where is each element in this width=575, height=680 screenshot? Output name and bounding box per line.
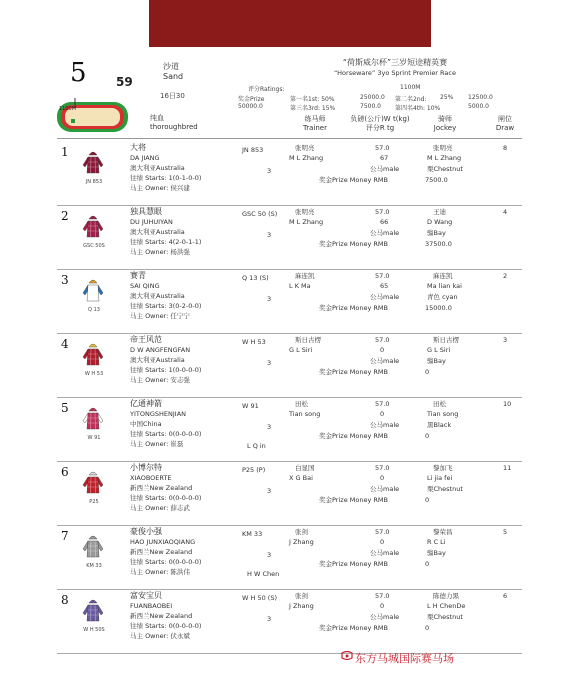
carried-weight: 57.0 bbox=[375, 272, 390, 280]
horse-color: 栗Chestnut bbox=[427, 165, 463, 173]
horse-origin: 澳大利亚Australia bbox=[130, 164, 185, 172]
silks-code: KM 33 bbox=[86, 563, 102, 569]
header-banner bbox=[149, 0, 431, 47]
horse-brand: KM 33 bbox=[242, 530, 263, 538]
horse-age: 3 bbox=[267, 615, 272, 623]
rating: 0 bbox=[380, 538, 385, 546]
horse-sex: 公马male bbox=[370, 613, 400, 621]
horse-owner: 马主 Owner: 陈洪伟 bbox=[130, 568, 190, 576]
horse-owner: 马主 Owner: 任宁宁 bbox=[130, 312, 190, 320]
horse-owner: 马主 Owner: 侯兴建 bbox=[130, 184, 190, 192]
horse-number: 6 bbox=[61, 465, 69, 479]
trainer-cn: 麻连凯 bbox=[295, 272, 315, 280]
horse-name-en: DA JIANG bbox=[130, 154, 160, 162]
jockey-cn: 张明亮 bbox=[433, 144, 453, 152]
trainer-cn: 白显国 bbox=[295, 464, 315, 472]
prize-amount: 7500.0 bbox=[425, 176, 448, 184]
horse-starts: 往绩 Starts: 1(0-1-0-0) bbox=[130, 174, 202, 182]
horse-origin: 澳大利亚Australia bbox=[130, 356, 185, 364]
rating: 65 bbox=[380, 282, 389, 290]
rating: 66 bbox=[380, 218, 389, 226]
jockey-cn: 黎荣昌 bbox=[433, 528, 453, 536]
horse-name-cn: 小博尔特 bbox=[130, 463, 162, 472]
horse-origin: 新西兰New Zealand bbox=[130, 484, 193, 492]
horse-owner: 马主 Owner: 薛志武 bbox=[130, 504, 190, 512]
jockey-cn: 陈德力黑 bbox=[433, 592, 459, 600]
horse-brand: GSC 50 (S) bbox=[242, 210, 278, 218]
horse-age: 3 bbox=[267, 423, 272, 431]
race-title bbox=[280, 57, 510, 79]
entry-row bbox=[57, 397, 522, 462]
horse-owner: 马主 Owner: 安志强 bbox=[130, 376, 190, 384]
jockey-cn: 王迪 bbox=[433, 208, 446, 216]
trainer-en: M L Zhang bbox=[289, 154, 324, 162]
col-trainer bbox=[290, 115, 340, 133]
carried-weight: 57.0 bbox=[375, 400, 390, 408]
prize-label: 奖金Prize Money RMB bbox=[319, 624, 388, 632]
horse-sex: 公马male bbox=[370, 357, 400, 365]
jockey-en: Li jia fei bbox=[427, 474, 453, 482]
jockey-silks-icon bbox=[81, 533, 105, 559]
prize-amount: 0 bbox=[425, 432, 430, 440]
horse-name-en: FUANBAOBEI bbox=[130, 602, 173, 610]
prize-amount: 15000.0 bbox=[425, 304, 452, 312]
col-jockey-cn: 骑师 bbox=[438, 115, 452, 123]
track-label: 1100M bbox=[59, 106, 77, 112]
race-title-cn: “荷斯威尔杯”三岁短途精英赛 bbox=[342, 58, 448, 67]
col-trainer-en: Trainer bbox=[303, 124, 327, 132]
jockey-silks-icon bbox=[81, 597, 105, 623]
horse-sex: 公马male bbox=[370, 485, 400, 493]
horse-starts: 往绩 Starts: 0(0-0-0-0) bbox=[130, 622, 202, 630]
carried-weight: 57.0 bbox=[375, 464, 390, 472]
horse-number: 4 bbox=[61, 337, 69, 351]
prize-total: 50000.0 bbox=[238, 103, 263, 110]
silks-code: GSC 50S bbox=[83, 243, 105, 249]
breed-cn: 纯血 bbox=[150, 114, 164, 122]
silks-code: W 91 bbox=[87, 435, 101, 441]
jockey-en: Ma lian kai bbox=[427, 282, 462, 290]
col-trainer-cn: 练马师 bbox=[304, 115, 326, 123]
entry-row bbox=[57, 525, 522, 590]
horse-number: 8 bbox=[61, 593, 69, 607]
first-amount: 25000.0 bbox=[360, 94, 385, 101]
horse-color: 栗Chestnut bbox=[427, 485, 463, 493]
third-label: 第三名3rd: 15% bbox=[290, 105, 336, 112]
horse-name-cn: 富安宝贝 bbox=[130, 591, 162, 600]
carried-weight: 57.0 bbox=[375, 592, 390, 600]
watermark: 东方马城国际赛马场 bbox=[355, 652, 454, 665]
jockey-en: D Wang bbox=[427, 218, 453, 226]
prize-label: 奖金Prize Money RMB bbox=[319, 368, 388, 376]
second-amount: 12500.0 bbox=[468, 94, 493, 101]
draw-number: 5 bbox=[503, 528, 508, 536]
horse-starts: 往绩 Starts: 1(0-0-0-0) bbox=[130, 366, 202, 374]
horse-name-cn: 豪俊小强 bbox=[130, 527, 162, 536]
silks-code: Q 13 bbox=[88, 307, 100, 313]
jockey-silks-icon bbox=[81, 213, 105, 239]
carried-weight: 57.0 bbox=[375, 528, 390, 536]
second-pct: 25% bbox=[440, 94, 454, 101]
horse-brand: W H 53 bbox=[242, 338, 266, 346]
trainer-en: X G Bai bbox=[289, 474, 313, 482]
horse-name-en: SAI QING bbox=[130, 282, 160, 290]
prize-label: 奖金Prize Money RMB bbox=[319, 560, 388, 568]
jockey-silks-icon bbox=[81, 341, 105, 367]
horse-age: 3 bbox=[267, 487, 272, 495]
trainer-en: G L Siri bbox=[289, 346, 313, 354]
draw-number: 11 bbox=[503, 464, 512, 472]
horse-starts: 往绩 Starts: 0(0-0-0-0) bbox=[130, 494, 202, 502]
horse-name-en: HAO JUNXIAOQIANG bbox=[130, 538, 196, 546]
surface-cn: 沙道 bbox=[163, 62, 179, 71]
trainer-en: Tian song bbox=[289, 410, 321, 418]
horse-name-cn: 大将 bbox=[130, 143, 146, 152]
col-weight-en: 评分R tg bbox=[365, 124, 395, 132]
draw-number: 6 bbox=[503, 592, 508, 600]
horse-sex: 公马male bbox=[370, 165, 400, 173]
trainer-cn: 张明亮 bbox=[295, 144, 315, 152]
horse-number: 2 bbox=[61, 209, 69, 223]
horse-name-cn: 独具慧眼 bbox=[130, 207, 162, 216]
draw-number: 4 bbox=[503, 208, 508, 216]
horse-owner: 马主 Owner: 伏永斌 bbox=[130, 632, 190, 640]
col-weight bbox=[345, 115, 415, 133]
horse-age: 3 bbox=[267, 551, 272, 559]
watermark-icon bbox=[340, 650, 354, 662]
prize-amount: 0 bbox=[425, 368, 430, 376]
trainer-en: L K Ma bbox=[289, 282, 311, 290]
first-label: 第一名1st: 50% bbox=[290, 96, 335, 103]
race-title-en: “Horseware” 3yo Sprint Premier Race bbox=[334, 69, 456, 77]
trainer-en: M L Zhang bbox=[289, 218, 324, 226]
silks-code: JN 853 bbox=[85, 179, 103, 185]
carried-weight: 57.0 bbox=[375, 144, 390, 152]
horse-name-en: DU JUHUIYAN bbox=[130, 218, 173, 226]
horse-name-en: D W ANGFENGFAN bbox=[130, 346, 191, 354]
entry-row bbox=[57, 333, 522, 398]
jockey-en: R C Li bbox=[427, 538, 446, 546]
horse-starts: 往绩 Starts: 3(0-2-0-0) bbox=[130, 302, 202, 310]
jockey-silks-icon bbox=[81, 405, 105, 431]
extra-note: L Q in bbox=[247, 442, 266, 450]
silks-code: W H 53 bbox=[84, 371, 104, 377]
horse-brand: JN 853 bbox=[242, 146, 264, 154]
jockey-silks-icon bbox=[81, 469, 105, 495]
horse-owner: 马主 Owner: 崔磊 bbox=[130, 440, 184, 448]
horse-age: 3 bbox=[267, 231, 272, 239]
entry-row bbox=[57, 141, 522, 206]
col-draw-en: Draw bbox=[495, 124, 515, 132]
horse-sex: 公马male bbox=[370, 229, 400, 237]
jockey-cn: 黎加飞 bbox=[433, 464, 453, 472]
jockey-en: M L Zhang bbox=[427, 154, 462, 162]
carried-weight: 57.0 bbox=[375, 208, 390, 216]
horse-sex: 公马male bbox=[370, 421, 400, 429]
trainer-en: J Zhang bbox=[289, 602, 314, 610]
horse-brand: Q 13 (S) bbox=[242, 274, 269, 282]
horse-name-cn: 赛青 bbox=[130, 271, 146, 280]
horse-color: 栗Chestnut bbox=[427, 613, 463, 621]
horse-color: 青色 cyan bbox=[427, 293, 458, 301]
draw-number: 8 bbox=[503, 144, 508, 152]
prize-label: 奖金Prize Money RMB bbox=[319, 304, 388, 312]
silks-code: W H 50S bbox=[83, 627, 105, 633]
horse-name-cn: 亿通神箭 bbox=[130, 399, 162, 408]
horse-origin: 澳大利亚Australia bbox=[130, 292, 185, 300]
prize-amount: 0 bbox=[425, 624, 430, 632]
horse-number: 1 bbox=[61, 145, 69, 159]
jockey-en: G L Siri bbox=[427, 346, 451, 354]
surface-label bbox=[163, 62, 183, 82]
jockey-silks-icon bbox=[81, 149, 105, 175]
horse-color: 骝Bay bbox=[427, 229, 446, 237]
rating: 67 bbox=[380, 154, 389, 162]
jockey-cn: 斯日古楞 bbox=[433, 336, 459, 344]
jockey-cn: 麻连凯 bbox=[433, 272, 453, 280]
rating: 0 bbox=[380, 410, 385, 418]
trainer-cn: 张剑 bbox=[295, 528, 308, 536]
horse-name-cn: 帝王风范 bbox=[130, 335, 162, 344]
horse-starts: 往绩 Starts: 0(0-0-0-0) bbox=[130, 558, 202, 566]
breed bbox=[150, 114, 198, 132]
draw-number: 10 bbox=[503, 400, 512, 408]
horse-color: 黑Black bbox=[427, 421, 452, 429]
prize-label: 奖金Prize Money RMB bbox=[319, 240, 388, 248]
horse-color: 骝Bay bbox=[427, 549, 446, 557]
race-time: 16日30 bbox=[160, 92, 185, 100]
race-number: 5 bbox=[70, 58, 87, 88]
trainer-cn: 田松 bbox=[295, 400, 308, 408]
rating: 0 bbox=[380, 474, 385, 482]
col-jockey-en: Jockey bbox=[433, 124, 457, 132]
horse-sex: 公马male bbox=[370, 293, 400, 301]
third-amount: 7500.0 bbox=[360, 103, 381, 110]
horse-color: 骝Bay bbox=[427, 357, 446, 365]
carried-weight: 57.0 bbox=[375, 336, 390, 344]
prize-label: 奖金Prize Money RMB bbox=[319, 432, 388, 440]
trainer-cn: 张剑 bbox=[295, 592, 308, 600]
entry-row bbox=[57, 589, 522, 654]
rating-label: 评分Ratings: bbox=[248, 86, 285, 93]
prize-label: 奖金Prize Money RMB bbox=[319, 496, 388, 504]
horse-number: 7 bbox=[61, 529, 69, 543]
jockey-en: Tian song bbox=[427, 410, 459, 418]
entry-row bbox=[57, 269, 522, 334]
horse-age: 3 bbox=[267, 295, 272, 303]
header-divider bbox=[57, 138, 522, 139]
silks-code: P25 bbox=[89, 499, 99, 505]
prize-amount: 0 bbox=[425, 496, 430, 504]
draw-number: 2 bbox=[503, 272, 508, 280]
track-diagram bbox=[55, 96, 130, 134]
fourth-label: 第四名4th: 10% bbox=[395, 105, 441, 112]
horse-origin: 中国China bbox=[130, 420, 162, 428]
trainer-cn: 张明亮 bbox=[295, 208, 315, 216]
second-label: 第二名2nd: bbox=[395, 96, 427, 103]
col-draw-cn: 闸位 bbox=[498, 115, 512, 123]
surface-en: Sand bbox=[163, 72, 184, 81]
horse-number: 5 bbox=[61, 401, 69, 415]
horse-starts: 往绩 Starts: 4(2-0-1-1) bbox=[130, 238, 202, 246]
distance: 1100M bbox=[400, 84, 421, 91]
rating: 0 bbox=[380, 346, 385, 354]
col-jockey bbox=[425, 115, 465, 133]
jockey-silks-icon bbox=[81, 277, 105, 303]
horse-number: 3 bbox=[61, 273, 69, 287]
entry-row bbox=[57, 461, 522, 526]
entry-row bbox=[57, 205, 522, 270]
breed-en: thoroughbred bbox=[150, 123, 198, 131]
horse-age: 3 bbox=[267, 167, 272, 175]
prize-amount: 37500.0 bbox=[425, 240, 452, 248]
rating: 0 bbox=[380, 602, 385, 610]
horse-name-en: YITONGSHENJIAN bbox=[130, 410, 186, 418]
trainer-cn: 斯日古楞 bbox=[295, 336, 321, 344]
fourth-amount: 5000.0 bbox=[468, 103, 489, 110]
trainer-en: J Zhang bbox=[289, 538, 314, 546]
horse-age: 3 bbox=[267, 359, 272, 367]
draw-number: 3 bbox=[503, 336, 508, 344]
horse-name-en: XIAOBOERTE bbox=[130, 474, 172, 482]
horse-sex: 公马male bbox=[370, 549, 400, 557]
horse-origin: 新西兰New Zealand bbox=[130, 612, 193, 620]
race-code: 59 bbox=[116, 75, 133, 89]
prize-amount: 0 bbox=[425, 560, 430, 568]
jockey-en: L H ChenDe bbox=[427, 602, 466, 610]
horse-starts: 往绩 Starts: 0(0-0-0-0) bbox=[130, 430, 202, 438]
horse-origin: 澳大利亚Australia bbox=[130, 228, 185, 236]
prize-label: 奖金Prize bbox=[238, 96, 265, 103]
extra-note: H W Chen bbox=[247, 570, 280, 578]
horse-brand: W 91 bbox=[242, 402, 259, 410]
col-weight-cn: 负磅(公斤)W t(kg) bbox=[350, 115, 410, 123]
col-draw bbox=[488, 115, 522, 133]
horse-brand: P25 (P) bbox=[242, 466, 266, 474]
jockey-cn: 田松 bbox=[433, 400, 446, 408]
prize-label: 奖金Prize Money RMB bbox=[319, 176, 388, 184]
horse-origin: 新西兰New Zealand bbox=[130, 548, 193, 556]
horse-brand: W H 50 (S) bbox=[242, 594, 277, 602]
horse-owner: 马主 Owner: 杨洪强 bbox=[130, 248, 190, 256]
